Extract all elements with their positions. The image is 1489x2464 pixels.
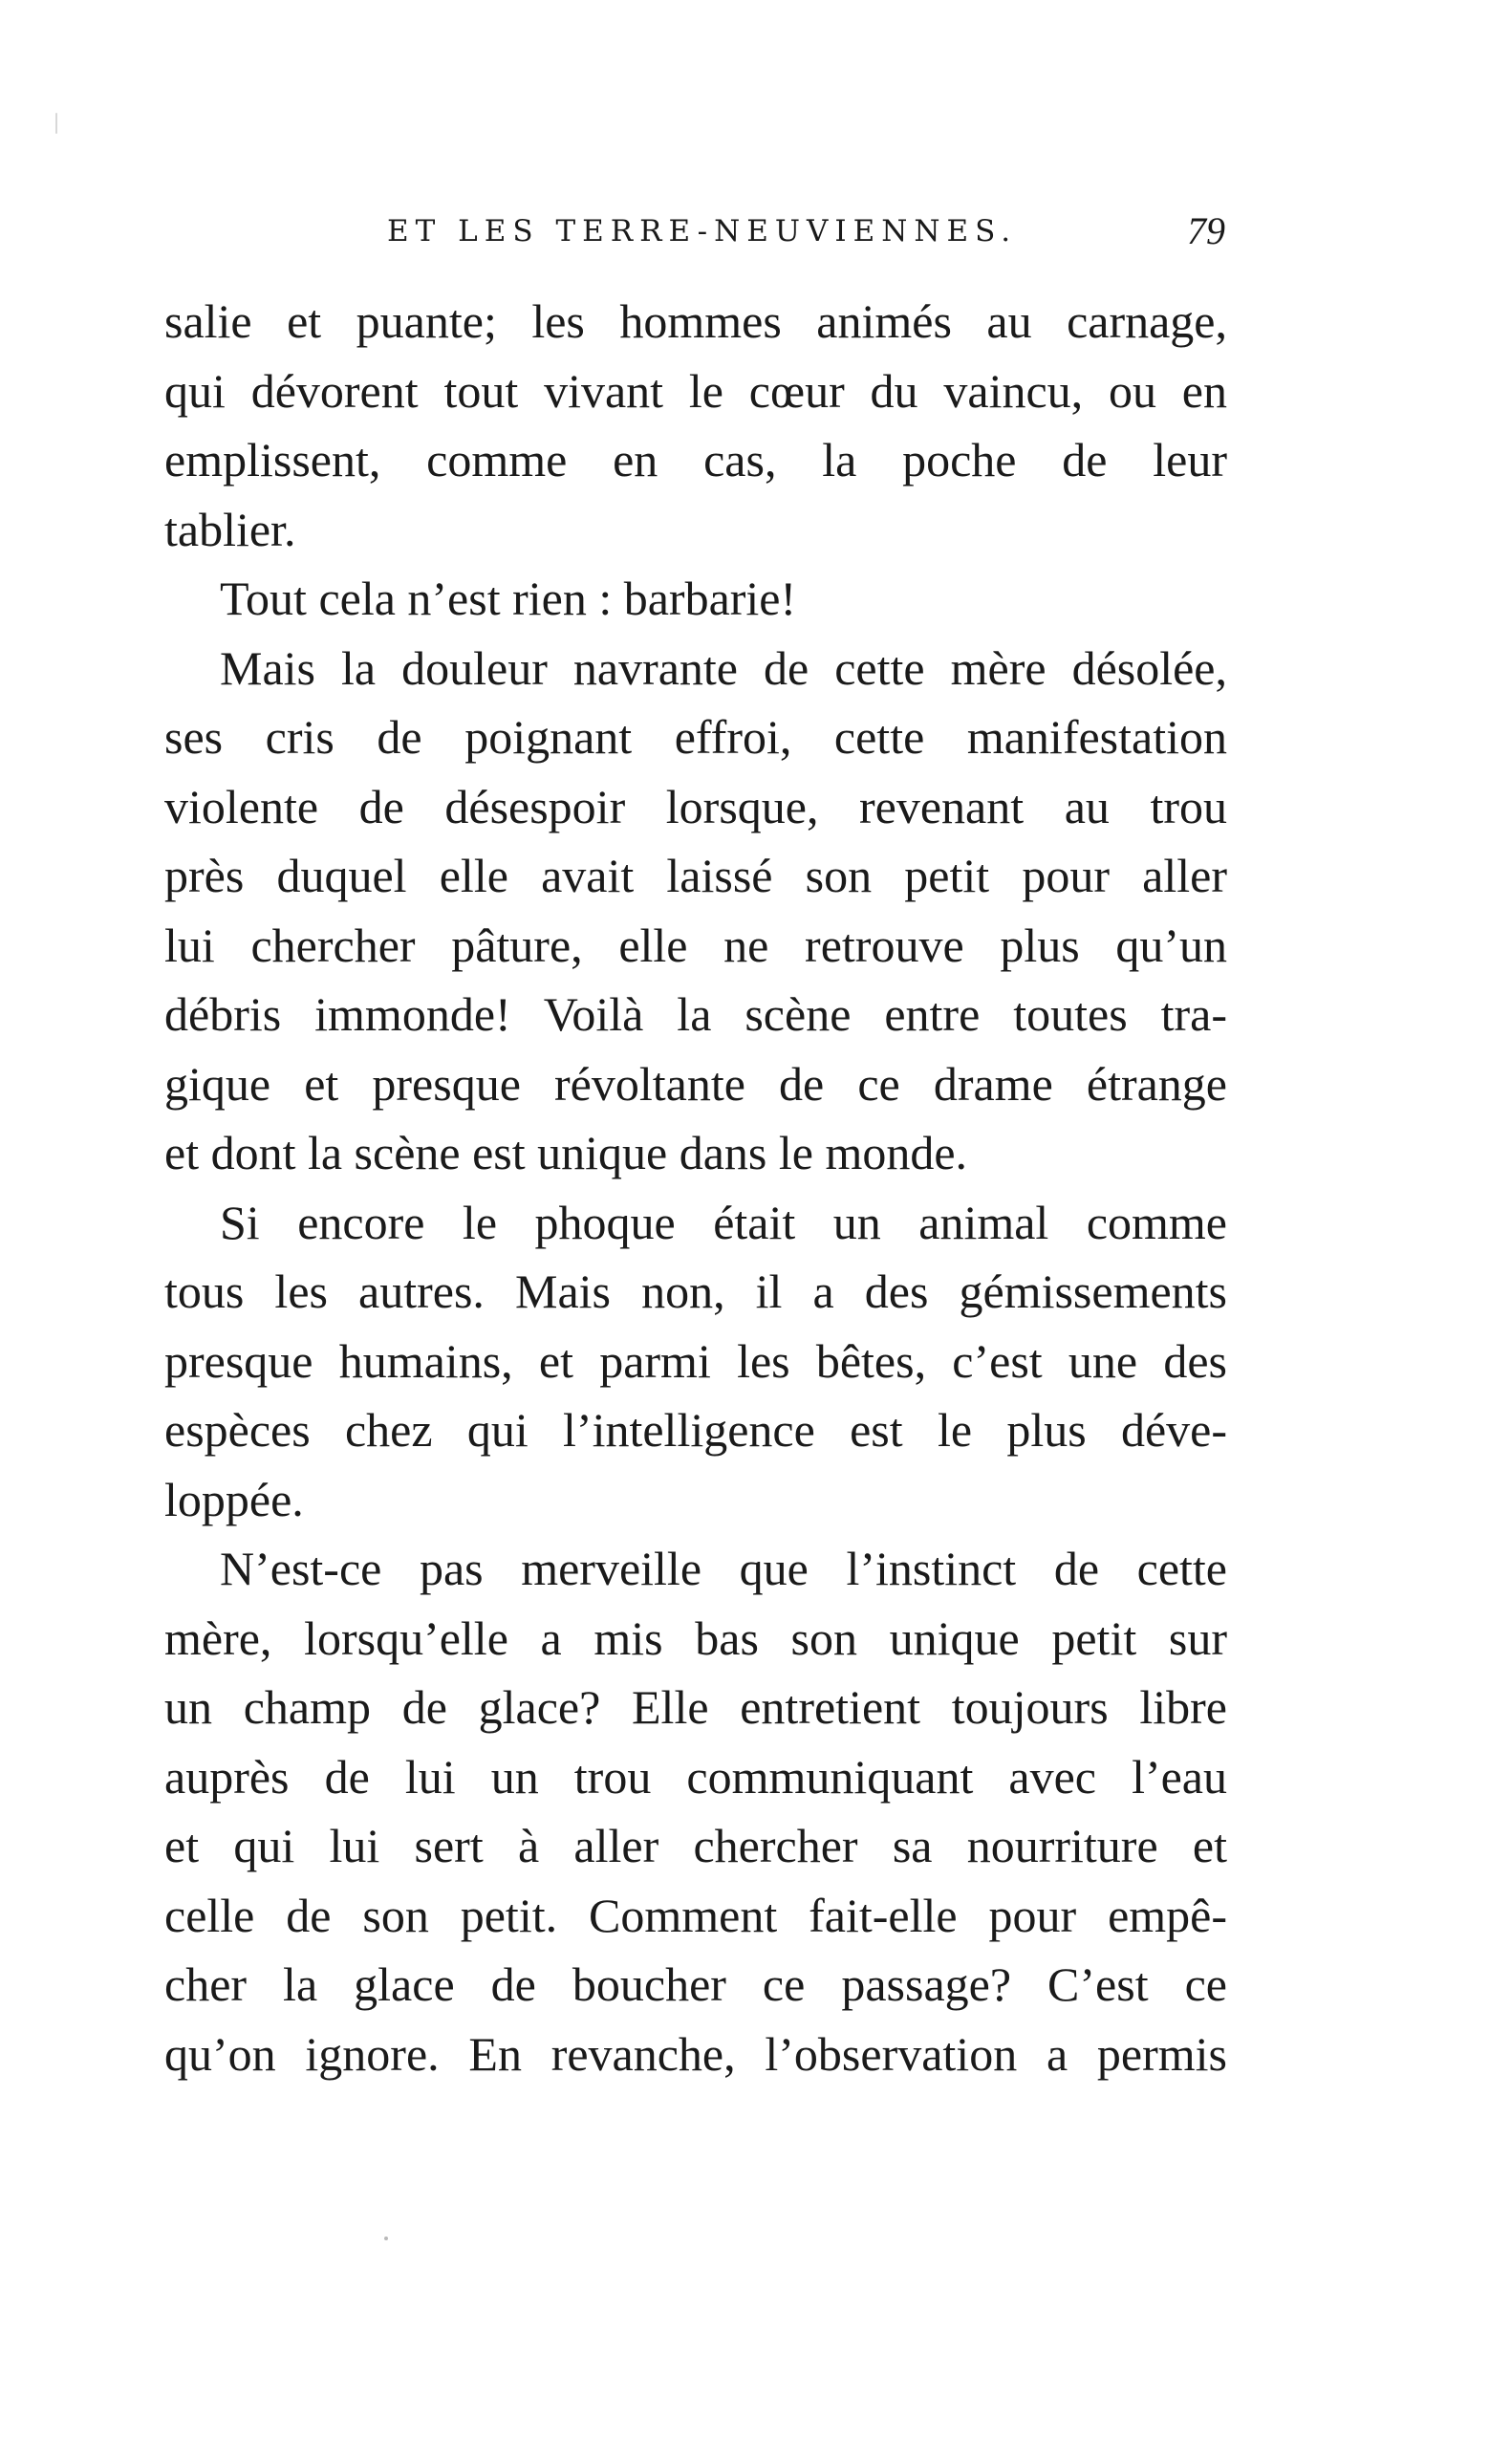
text-line: tablier. [164, 502, 296, 556]
text-line: ses cris de poignant effroi, cette manifestation [164, 710, 1227, 764]
text-line: tous les autres. Mais non, il a des gémissements [164, 1264, 1227, 1318]
text-line: Tout cela n’est rien : barbarie! [220, 572, 797, 625]
text-line: celle de son petit. Comment fait-elle pour empê- [164, 1888, 1227, 1942]
text-line: violente de désespoir lorsque, revenant au trou [164, 779, 1227, 833]
text-line: loppée. [164, 1472, 304, 1526]
text-line: gique et presque révoltante de ce drame étrange [164, 1056, 1227, 1111]
text-line: presque humains, et parmi les bêtes, c’est une des [164, 1333, 1227, 1388]
text-line: salie et puante; les hommes animés au carnage, [164, 294, 1227, 348]
text-line: qui dévorent tout vivant le cœur du vaincu, ou en [164, 363, 1227, 418]
text-line: emplissent, comme en cas, la poche de leur [164, 433, 1227, 486]
text-line: près duquel elle avait laissé son petit pour aller [164, 849, 1227, 902]
text-line: un champ de glace? Elle entretient toujours libre [164, 1680, 1227, 1734]
text-line: mère, lorsqu’elle a mis bas son unique petit sur [164, 1610, 1227, 1665]
text-line: Si encore le phoque était un animal comme [220, 1195, 1227, 1249]
text-line: cher la glace de boucher ce passage? C’est ce [164, 1957, 1227, 2011]
text-line: lui chercher pâture, elle ne retrouve plus qu’un [164, 918, 1227, 972]
text-line: et dont la scène est unique dans le monde. [164, 1126, 968, 1179]
running-head [164, 203, 1225, 260]
text-line: N’est-ce pas merveille que l’instinct de cette [220, 1542, 1227, 1595]
text-line: débris immonde! Voilà la scène entre toutes tra- [164, 987, 1227, 1041]
text-line: auprès de lui un trou communiquant avec l’eau [164, 1749, 1227, 1804]
page-number: 79 [1187, 209, 1225, 252]
paper-speck [55, 113, 57, 134]
text-line: espèces chez qui l’intelligence est le plus déve- [164, 1403, 1227, 1457]
running-title: ET LES TERRE-NEUVIENNES. [387, 214, 1018, 249]
text-line: et qui lui sert à aller chercher sa nourriture et [164, 1819, 1227, 1872]
paper-speck [384, 2237, 388, 2240]
text-line: Mais la douleur navrante de cette mère désolée, [220, 640, 1227, 695]
body-text [164, 287, 1227, 2088]
text-line: qu’on ignore. En revanche, l’observation a permis [164, 2026, 1227, 2081]
